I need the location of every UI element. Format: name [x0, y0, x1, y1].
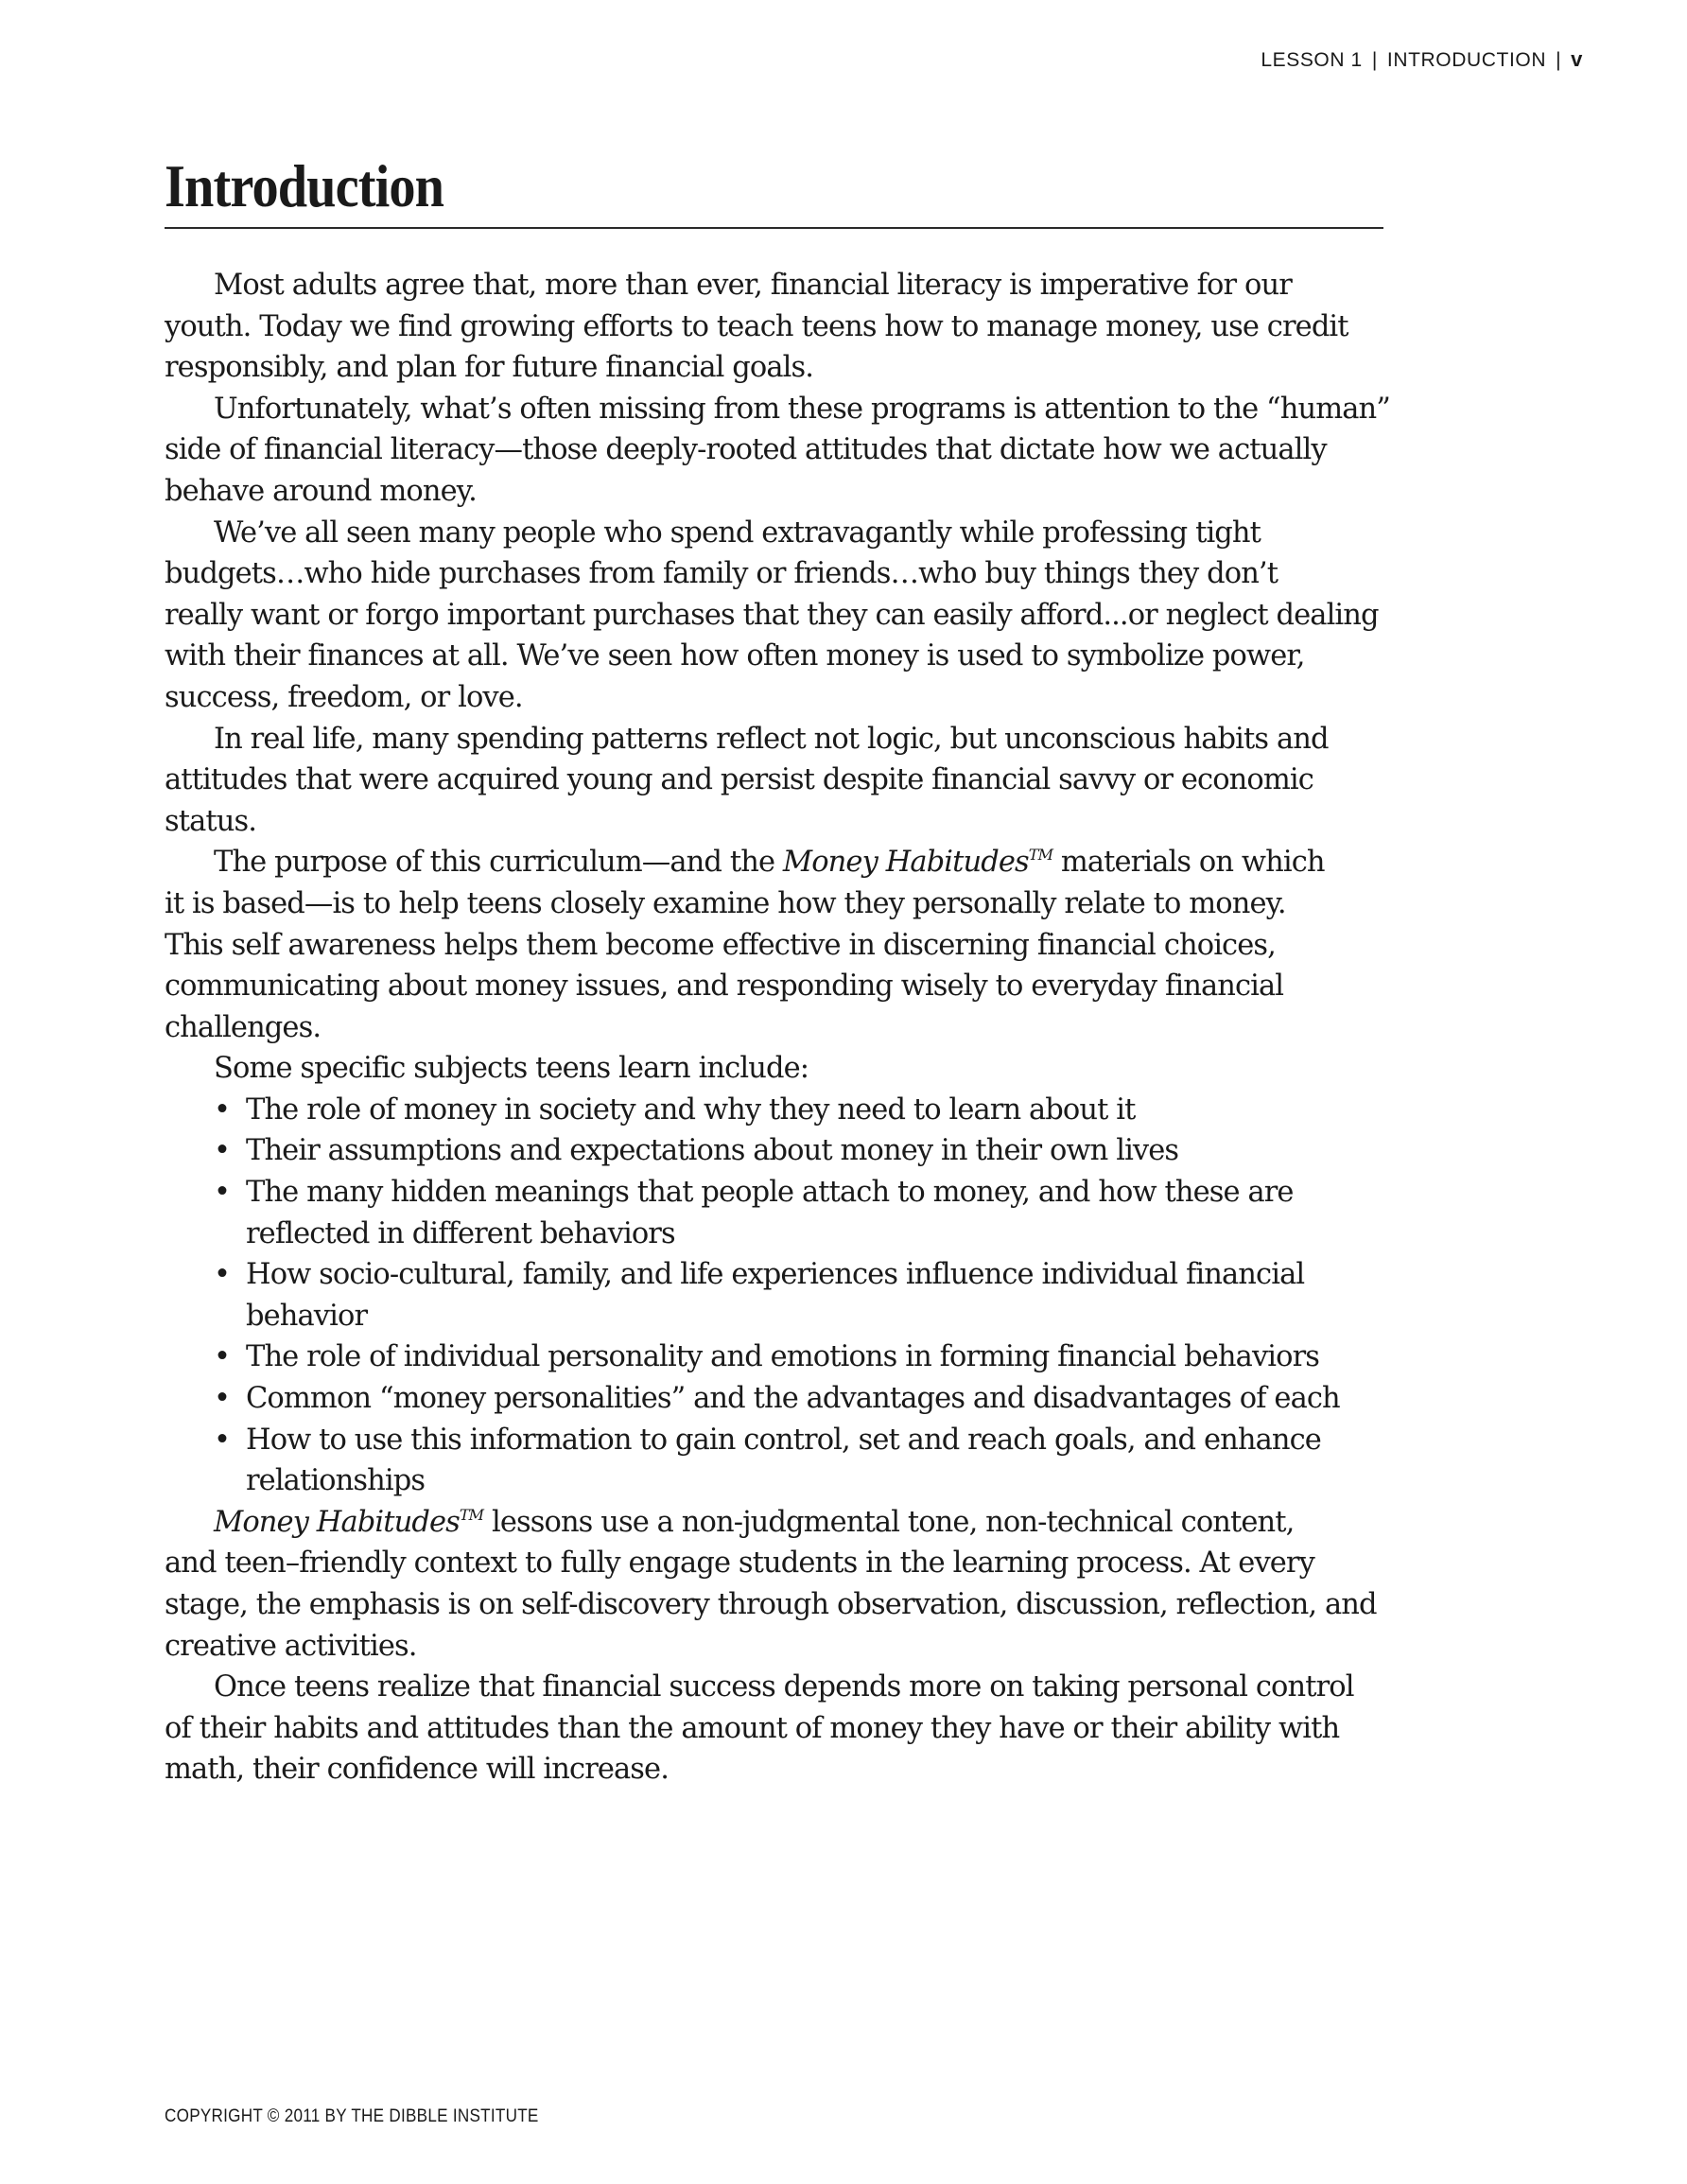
text-line: responsibly, and plan for future financial goals.	[165, 351, 814, 385]
bullet-list	[165, 1090, 1394, 1502]
text-line: Common “money personalities” and the advantages and disadvantages of each	[246, 1382, 1340, 1416]
book-title: Money Habitudes	[782, 846, 1029, 880]
running-header	[1261, 47, 1583, 72]
trademark: TM	[459, 1505, 484, 1524]
text-line: challenges.	[165, 1010, 322, 1044]
paragraph-2	[165, 389, 1394, 513]
list-item	[214, 1090, 1394, 1131]
bullet-icon: •	[214, 1340, 231, 1374]
bullet-icon: •	[214, 1258, 231, 1292]
bullet-icon: •	[214, 1134, 231, 1168]
text-line: creative activities.	[165, 1629, 417, 1663]
paragraph-5	[165, 842, 1394, 1048]
text-line: The role of money in society and why they need to learn about it	[246, 1092, 1136, 1127]
text-line: status.	[165, 804, 257, 838]
text-line: How to use this information to gain control, set and reach goals, and enhance	[246, 1423, 1321, 1457]
list-item	[214, 1420, 1394, 1502]
text-line: relationships	[246, 1464, 426, 1498]
text-line: side of financial literacy—those deeply-rooted attitudes that dictate how we actually	[165, 433, 1327, 467]
header-separator: |	[1556, 49, 1562, 71]
text-line: of their habits and attitudes than the amount of money they have or their ability with	[165, 1711, 1340, 1745]
text-line: with their finances at all. We’ve seen how often money is used to symbolize power,	[165, 639, 1305, 673]
list-item	[214, 1172, 1394, 1254]
text-line: communicating about money issues, and responding wisely to everyday financial	[165, 970, 1284, 1004]
text-line: The role of individual personality and emotions in forming financial behaviors	[246, 1340, 1320, 1374]
text-line: Unfortunately, what’s often missing from these programs is attention to the “human”	[214, 392, 1390, 426]
header-section: INTRODUCTION	[1386, 49, 1547, 71]
text-line: really want or forgo important purchases that they can easily afford...or neglect dealing	[165, 598, 1379, 632]
text-line	[165, 842, 1394, 883]
text-line: and teen–friendly context to fully engage students in the learning process. At every	[165, 1546, 1314, 1581]
text-line: This self awareness helps them become effective in discerning financial choices,	[165, 928, 1276, 962]
text-line: success, freedom, or love.	[165, 680, 523, 714]
text-line: behave around money.	[165, 474, 477, 508]
bullet-icon: •	[214, 1423, 231, 1457]
paragraph-8	[165, 1667, 1394, 1791]
text-line: reflected in different behaviors	[246, 1216, 675, 1250]
text-run: lessons use a non-judgmental tone, non-technical content,	[483, 1505, 1295, 1539]
text-line: math, their confidence will increase.	[165, 1753, 670, 1787]
book-title: Money Habitudes	[214, 1505, 460, 1539]
text-line: Some specific subjects teens learn include:	[214, 1052, 809, 1086]
text-line: The many hidden meanings that people attach to money, and how these are	[246, 1176, 1294, 1210]
paragraph-3	[165, 513, 1394, 719]
text-line: stage, the emphasis is on self-discovery through observation, discussion, reflection, and	[165, 1588, 1377, 1621]
header-separator: |	[1371, 49, 1378, 71]
page-title: Introduction	[165, 152, 444, 219]
trademark: TM	[1028, 846, 1053, 865]
text-line: Most adults agree that, more than ever, financial literacy is imperative for our	[214, 269, 1292, 302]
paragraph-6	[165, 1048, 1394, 1090]
list-item	[214, 1378, 1394, 1420]
list-item	[214, 1254, 1394, 1337]
text-run: The purpose of this curriculum—and the	[214, 846, 783, 880]
bullet-icon: •	[214, 1382, 231, 1416]
text-line: Their assumptions and expectations about money in their own lives	[246, 1134, 1179, 1168]
text-line: In real life, many spending patterns reflect not logic, but unconscious habits and	[214, 722, 1329, 756]
list-item	[214, 1337, 1394, 1378]
text-line: attitudes that were acquired young and persist despite financial savvy or economic	[165, 763, 1313, 797]
bullet-icon: •	[214, 1092, 231, 1127]
text-run: materials on which	[1052, 846, 1325, 880]
text-line: it is based—is to help teens closely examine how they personally relate to money.	[165, 886, 1286, 920]
paragraph-7	[165, 1502, 1394, 1667]
list-item	[214, 1130, 1394, 1172]
text-line: We’ve all seen many people who spend extravagantly while professing tight	[214, 515, 1261, 550]
paragraph-4	[165, 719, 1394, 843]
paragraph-1	[165, 265, 1394, 389]
header-lesson: LESSON 1	[1261, 49, 1363, 71]
text-line: How socio-cultural, family, and life experiences influence individual financial	[246, 1258, 1305, 1292]
text-line: budgets…who hide purchases from family or friends…who buy things they don’t	[165, 557, 1278, 591]
page-number: v	[1571, 47, 1583, 71]
copyright-footer: COPYRIGHT © 2011 BY THE DIBBLE INSTITUTE	[165, 2106, 539, 2126]
text-line: Once teens realize that financial success depends more on taking personal control	[214, 1670, 1354, 1704]
bullet-icon: •	[214, 1176, 231, 1210]
text-line	[165, 1502, 1394, 1544]
body-text	[165, 265, 1394, 1791]
text-line: behavior	[246, 1299, 368, 1333]
text-line: youth. Today we find growing efforts to teach teens how to manage money, use credit	[165, 309, 1348, 343]
title-block	[165, 153, 1383, 229]
